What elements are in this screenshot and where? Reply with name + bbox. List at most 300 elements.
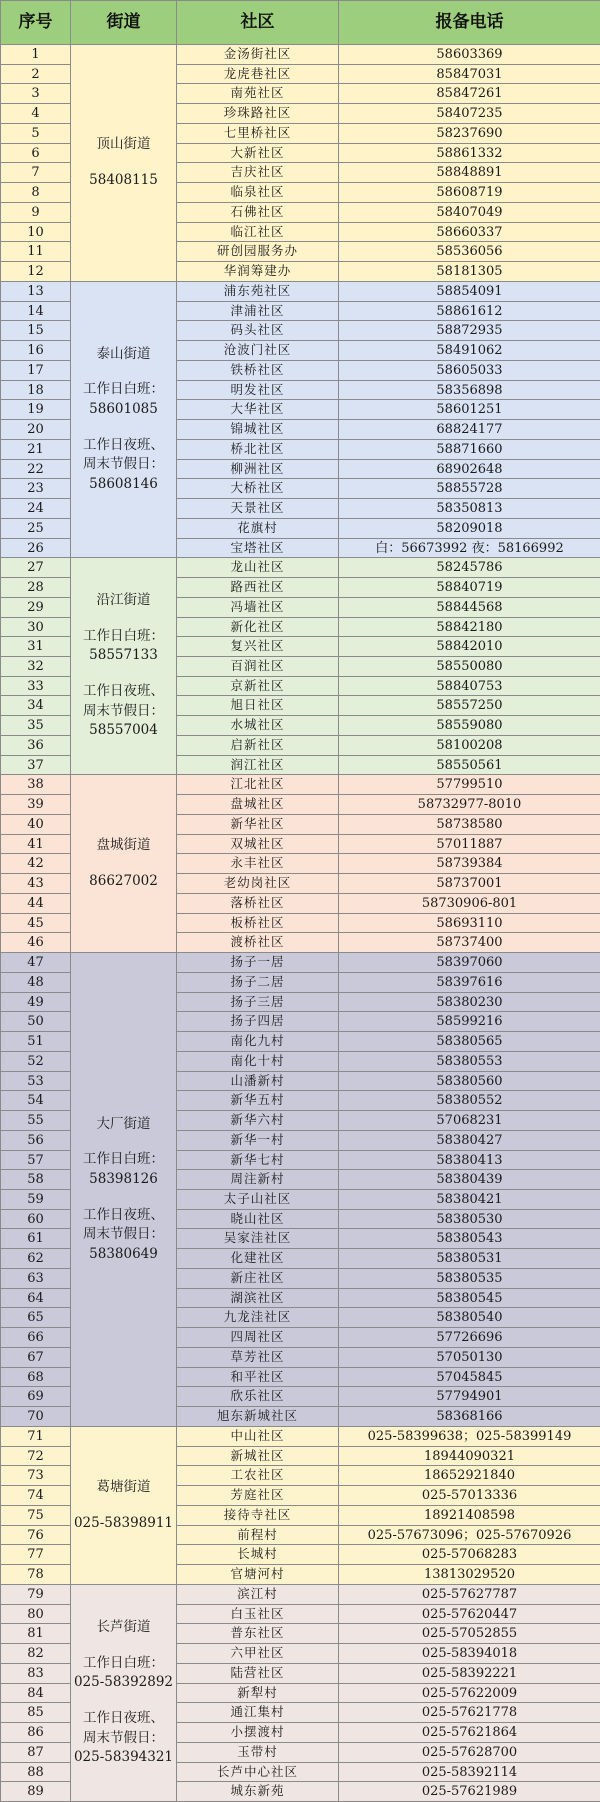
community-name: 新犁村: [176, 1683, 339, 1703]
phone-number: 58737400: [338, 932, 600, 953]
phone-number: 58550080: [338, 656, 600, 677]
row-index: 15: [0, 320, 71, 341]
phone-number: 58660337: [338, 222, 600, 242]
row-index: 57: [0, 1150, 71, 1170]
street-line: 工作日白班：: [83, 627, 164, 644]
row-index: 38: [0, 774, 71, 795]
row-index: 51: [0, 1031, 71, 1052]
row-index: 73: [0, 1465, 71, 1486]
phone-number: 58380552: [338, 1090, 600, 1111]
street-line: 工作日夜班、: [83, 1710, 164, 1726]
phone-number: 58350813: [338, 498, 600, 519]
street-line: 025-58394321: [73, 1749, 174, 1766]
phone-number: 58861612: [338, 301, 600, 321]
phone-number: 58209018: [338, 518, 600, 539]
phone-number: 58380565: [338, 1031, 600, 1052]
phone-number: 58730906-801: [338, 893, 600, 914]
phone-number: 58844568: [338, 597, 600, 618]
phone-number: 58380413: [338, 1150, 600, 1170]
community-name: 旭日社区: [176, 695, 339, 716]
community-name: 扬子三居: [176, 992, 339, 1012]
street-cell: [70, 774, 177, 953]
phone-number: 58380427: [338, 1130, 600, 1151]
community-name: 明发社区: [176, 380, 339, 400]
phone-number: 58855728: [338, 478, 600, 499]
street-line: 58380649: [89, 1245, 158, 1262]
street-cell: [70, 281, 177, 558]
row-index: 43: [0, 873, 71, 894]
row-index: 69: [0, 1386, 71, 1407]
row-index: 80: [0, 1604, 71, 1624]
community-name: 接待寺社区: [176, 1505, 339, 1526]
row-index: 50: [0, 1011, 71, 1032]
community-name: 冯墙社区: [176, 597, 339, 618]
street-line: 58601085: [89, 400, 158, 417]
phone-number: 85847031: [338, 64, 600, 84]
phone-number: 58380543: [338, 1228, 600, 1249]
phone-number: 58100208: [338, 735, 600, 756]
community-name: 启新社区: [176, 735, 339, 756]
phone-number: 白：56673992 夜：58166992: [338, 538, 600, 558]
row-index: 78: [0, 1564, 71, 1585]
row-index: 88: [0, 1762, 71, 1782]
row-index: 60: [0, 1209, 71, 1229]
row-index: 89: [0, 1781, 71, 1802]
row-index: 56: [0, 1130, 71, 1151]
phone-number: 58557250: [338, 695, 600, 716]
row-index: 25: [0, 518, 71, 539]
row-index: 12: [0, 261, 71, 282]
row-index: 85: [0, 1702, 71, 1723]
phone-number: 025-58392221: [338, 1663, 600, 1684]
row-index: 58: [0, 1169, 71, 1190]
street-cell: [70, 1426, 177, 1585]
phone-number: 57726696: [338, 1327, 600, 1348]
community-name: 新华一村: [176, 1130, 339, 1151]
phone-number: 58599216: [338, 1011, 600, 1032]
phone-number: 57011887: [338, 834, 600, 854]
phone-number: 58854091: [338, 281, 600, 302]
phone-number: 58848891: [338, 162, 600, 183]
community-name: 新华七村: [176, 1150, 339, 1170]
header-phone: 报备电话: [338, 0, 600, 45]
street-cell: [70, 557, 177, 775]
community-name: 研创园服务办: [176, 241, 339, 262]
row-index: 52: [0, 1051, 71, 1072]
community-name: 七里桥社区: [176, 123, 339, 144]
row-index: 26: [0, 538, 71, 558]
row-index: 23: [0, 478, 71, 499]
phone-number: 58237690: [338, 123, 600, 144]
phone-number: 58368166: [338, 1406, 600, 1427]
street-line: 工作日夜班、: [83, 683, 164, 699]
street-line: 沿江街道: [96, 592, 151, 609]
community-name: 前程村: [176, 1525, 339, 1545]
community-name: 扬子四居: [176, 1011, 339, 1032]
row-index: 7: [0, 162, 71, 183]
row-index: 64: [0, 1288, 71, 1308]
community-name: 桥北社区: [176, 439, 339, 460]
street-line: 顶山街道: [96, 136, 151, 153]
community-name: 旭东新城社区: [176, 1406, 339, 1427]
phone-number: 58380530: [338, 1209, 600, 1229]
phone-number: 58738580: [338, 814, 600, 835]
street-line: 工作日夜班、: [83, 1206, 164, 1223]
community-name: 大桥社区: [176, 478, 339, 499]
row-index: 16: [0, 340, 71, 361]
row-index: 70: [0, 1406, 71, 1427]
community-name: 白玉社区: [176, 1604, 339, 1624]
community-name: 新华六村: [176, 1110, 339, 1131]
community-name: 南化十村: [176, 1051, 339, 1072]
community-name: 大新社区: [176, 143, 339, 163]
phone-number: 025-57013336: [338, 1485, 600, 1506]
phone-number: 57794901: [338, 1386, 600, 1407]
phone-number: 025-57621864: [338, 1722, 600, 1743]
community-name: 临泉社区: [176, 182, 339, 203]
street-cell: [70, 952, 177, 1427]
row-index: 46: [0, 932, 71, 953]
phone-number: 025-57622009: [338, 1683, 600, 1703]
phone-number: 58737001: [338, 873, 600, 894]
street-line: 工作日白班：: [83, 1151, 164, 1168]
phone-number: 58605033: [338, 360, 600, 381]
street-line: 86627002: [89, 872, 158, 889]
community-name: 陆营社区: [176, 1663, 339, 1684]
row-index: 82: [0, 1643, 71, 1664]
row-index: 53: [0, 1071, 71, 1091]
community-name: 山潘新村: [176, 1071, 339, 1091]
street-line: 58608146: [89, 475, 158, 492]
street-line: 58398126: [89, 1170, 158, 1187]
row-index: 19: [0, 399, 71, 420]
phone-number: 58840719: [338, 577, 600, 598]
phone-number: 58380553: [338, 1051, 600, 1072]
row-index: 1: [0, 44, 71, 65]
row-index: 83: [0, 1663, 71, 1684]
community-name: 官塘河村: [176, 1564, 339, 1585]
phone-number: 58739384: [338, 853, 600, 874]
row-index: 42: [0, 853, 71, 874]
phone-number: 18921408598: [338, 1505, 600, 1526]
row-index: 77: [0, 1544, 71, 1565]
phone-number: 58601251: [338, 399, 600, 420]
row-index: 39: [0, 794, 71, 815]
phone-number: 58608719: [338, 182, 600, 203]
row-index: 30: [0, 617, 71, 637]
phone-number: 025-57052855: [338, 1623, 600, 1644]
community-name: 中山社区: [176, 1426, 339, 1447]
row-index: 14: [0, 301, 71, 321]
row-index: 44: [0, 893, 71, 914]
phone-number: 58356898: [338, 380, 600, 400]
community-name: 南化九村: [176, 1031, 339, 1052]
community-name: 花旗村: [176, 518, 339, 539]
row-index: 4: [0, 103, 71, 124]
phone-number: 025-57627787: [338, 1584, 600, 1605]
row-index: 35: [0, 715, 71, 736]
community-name: 新庄社区: [176, 1268, 339, 1289]
phone-number: 57045845: [338, 1367, 600, 1387]
street-line: 泰山街道: [96, 345, 151, 362]
row-index: 68: [0, 1367, 71, 1387]
row-index: 6: [0, 143, 71, 163]
phone-number: 58380540: [338, 1307, 600, 1328]
row-index: 66: [0, 1327, 71, 1348]
street-line: 周末节假日：: [83, 456, 164, 473]
community-name: 新城社区: [176, 1446, 339, 1466]
phone-number: 58181305: [338, 261, 600, 282]
street-cell: [70, 44, 177, 282]
row-index: 36: [0, 735, 71, 756]
row-index: 81: [0, 1623, 71, 1644]
row-index: 55: [0, 1110, 71, 1131]
community-name: 百润社区: [176, 656, 339, 677]
street-line: 工作日白班：: [83, 381, 164, 398]
phone-number: 58732977-8010: [338, 794, 600, 815]
phone-number: 025-57620447: [338, 1604, 600, 1624]
community-name: 龙虎巷社区: [176, 64, 339, 84]
community-name: 城东新苑: [176, 1781, 339, 1802]
row-index: 67: [0, 1347, 71, 1368]
community-name: 吉庆社区: [176, 162, 339, 183]
community-name: 龙山社区: [176, 557, 339, 578]
community-name: 长芦中心社区: [176, 1762, 339, 1782]
community-name: 临江社区: [176, 222, 339, 242]
community-name: 小摆渡村: [176, 1722, 339, 1743]
phone-number: 58397616: [338, 972, 600, 993]
street-line: 58557004: [89, 722, 158, 739]
row-index: 11: [0, 241, 71, 262]
community-name: 芳庭社区: [176, 1485, 339, 1506]
community-name: 宝塔社区: [176, 538, 339, 558]
community-name: 欣乐社区: [176, 1386, 339, 1407]
street-line: 025-58392892: [73, 1674, 174, 1691]
community-name: 江北社区: [176, 774, 339, 795]
row-index: 3: [0, 83, 71, 104]
community-name: 浦东苑社区: [176, 281, 339, 302]
phone-number: 58559080: [338, 715, 600, 736]
row-index: 59: [0, 1189, 71, 1210]
community-name: 湖滨社区: [176, 1288, 339, 1308]
row-index: 34: [0, 695, 71, 716]
row-index: 9: [0, 202, 71, 223]
community-name: 双城社区: [176, 834, 339, 854]
community-name: 通江集村: [176, 1702, 339, 1723]
community-name: 普东社区: [176, 1623, 339, 1644]
row-index: 17: [0, 360, 71, 381]
phone-number: 025-57621989: [338, 1781, 600, 1802]
row-index: 2: [0, 64, 71, 84]
phone-number: 025-58399638；025-58399149: [338, 1426, 600, 1447]
street-line: 周末节假日：: [83, 1226, 164, 1243]
phone-number: 58840753: [338, 676, 600, 696]
community-name: 铁桥社区: [176, 360, 339, 381]
row-index: 61: [0, 1228, 71, 1249]
row-index: 37: [0, 755, 71, 775]
community-name: 京新社区: [176, 676, 339, 696]
community-name: 新华社区: [176, 814, 339, 835]
community-name: 润江社区: [176, 755, 339, 775]
community-name: 水城社区: [176, 715, 339, 736]
phone-number: 58380230: [338, 992, 600, 1012]
row-index: 41: [0, 834, 71, 854]
street-line: 58557133: [89, 647, 158, 664]
phone-number: 58536056: [338, 241, 600, 262]
header-street: 街道: [70, 0, 177, 45]
street-line: 周末节假日：: [83, 702, 164, 719]
phone-number: 58245786: [338, 557, 600, 578]
row-index: 13: [0, 281, 71, 302]
community-name: 路西社区: [176, 577, 339, 598]
phone-number: 025-58394018: [338, 1643, 600, 1664]
community-name: 六甲社区: [176, 1643, 339, 1664]
phone-number: 58871660: [338, 439, 600, 460]
community-name: 玉带村: [176, 1742, 339, 1763]
phone-number: 68824177: [338, 419, 600, 440]
row-index: 54: [0, 1090, 71, 1111]
community-name: 渡桥社区: [176, 932, 339, 953]
community-name: 华润筹建办: [176, 261, 339, 282]
community-name: 周注新村: [176, 1169, 339, 1190]
phone-number: 58407235: [338, 103, 600, 124]
community-name: 长城村: [176, 1544, 339, 1565]
row-index: 47: [0, 952, 71, 973]
street-line: 025-58398911: [73, 1514, 174, 1531]
phone-number: 58397060: [338, 952, 600, 973]
phone-number: 58380531: [338, 1248, 600, 1269]
street-line: 盘城街道: [96, 836, 151, 853]
row-index: 71: [0, 1426, 71, 1447]
street-cell: [70, 1584, 177, 1802]
phone-number: 58603369: [338, 44, 600, 65]
phone-number: 58693110: [338, 913, 600, 933]
phone-number: 18652921840: [338, 1465, 600, 1486]
community-name: 盘城社区: [176, 794, 339, 815]
row-index: 20: [0, 419, 71, 440]
community-name: 四周社区: [176, 1327, 339, 1348]
phone-number: 18944090321: [338, 1446, 600, 1466]
row-index: 10: [0, 222, 71, 242]
row-index: 27: [0, 557, 71, 578]
row-index: 65: [0, 1307, 71, 1328]
row-index: 48: [0, 972, 71, 993]
phone-number: 025-58392114: [338, 1762, 600, 1782]
phone-number: 68902648: [338, 459, 600, 479]
community-name: 金汤街社区: [176, 44, 339, 65]
phone-number: 58407049: [338, 202, 600, 223]
street-line: 葛塘街道: [96, 1478, 151, 1495]
row-index: 74: [0, 1485, 71, 1506]
row-index: 84: [0, 1683, 71, 1703]
street-line: 长芦街道: [96, 1619, 151, 1636]
community-name: 草芳社区: [176, 1347, 339, 1368]
header-index: 序号: [0, 0, 71, 45]
row-index: 76: [0, 1525, 71, 1545]
street-line: 58408115: [89, 172, 158, 188]
community-name: 滨江村: [176, 1584, 339, 1605]
community-name: 扬子一居: [176, 952, 339, 973]
row-index: 72: [0, 1446, 71, 1466]
community-name: 新华五村: [176, 1090, 339, 1111]
row-index: 87: [0, 1742, 71, 1763]
community-name: 吴家洼社区: [176, 1228, 339, 1249]
street-line: 周末节假日：: [83, 1729, 164, 1746]
phone-number: 58861332: [338, 143, 600, 163]
phone-number: 58380439: [338, 1169, 600, 1190]
row-index: 49: [0, 992, 71, 1012]
phone-number: 025-57068283: [338, 1544, 600, 1565]
community-name: 石佛社区: [176, 202, 339, 223]
phone-number: 58842010: [338, 636, 600, 657]
row-index: 33: [0, 676, 71, 696]
phone-number: 025-57628700: [338, 1742, 600, 1763]
row-index: 63: [0, 1268, 71, 1289]
phone-number: 57068231: [338, 1110, 600, 1131]
phone-number: 58842180: [338, 617, 600, 637]
row-index: 21: [0, 439, 71, 460]
community-name: 大华社区: [176, 399, 339, 420]
community-name: 沧波门社区: [176, 340, 339, 361]
row-index: 5: [0, 123, 71, 144]
row-index: 75: [0, 1505, 71, 1526]
row-index: 18: [0, 380, 71, 400]
community-name: 天景社区: [176, 498, 339, 519]
community-name: 晓山社区: [176, 1209, 339, 1229]
community-name: 锦城社区: [176, 419, 339, 440]
row-index: 31: [0, 636, 71, 657]
community-name: 板桥社区: [176, 913, 339, 933]
community-name: 落桥社区: [176, 893, 339, 914]
community-name: 津浦社区: [176, 301, 339, 321]
phone-number: 13813029520: [338, 1564, 600, 1585]
phone-number: 58380560: [338, 1071, 600, 1091]
phone-number: 58380545: [338, 1288, 600, 1308]
community-name: 太子山社区: [176, 1189, 339, 1210]
row-index: 40: [0, 814, 71, 835]
phone-number: 85847261: [338, 83, 600, 104]
community-name: 码头社区: [176, 320, 339, 341]
community-name: 柳洲社区: [176, 459, 339, 479]
phone-number: 58380421: [338, 1189, 600, 1210]
community-name: 新化社区: [176, 617, 339, 637]
phone-number: 57050130: [338, 1347, 600, 1368]
row-index: 28: [0, 577, 71, 598]
phone-number: 58380535: [338, 1268, 600, 1289]
community-name: 扬子二居: [176, 972, 339, 993]
community-name: 南苑社区: [176, 83, 339, 104]
phone-number: 58491062: [338, 340, 600, 361]
phone-number: 57799510: [338, 774, 600, 795]
street-line: 工作日夜班、: [83, 436, 164, 453]
community-name: 老幼岗社区: [176, 873, 339, 894]
phone-number: 58872935: [338, 320, 600, 341]
phone-number: 58550561: [338, 755, 600, 775]
community-name: 九龙洼社区: [176, 1307, 339, 1328]
row-index: 32: [0, 656, 71, 677]
row-index: 79: [0, 1584, 71, 1605]
row-index: 86: [0, 1722, 71, 1743]
row-index: 62: [0, 1248, 71, 1269]
community-name: 珍珠路社区: [176, 103, 339, 124]
phone-number: 025-57673096；025-57670926: [338, 1525, 600, 1545]
phone-number: 025-57621778: [338, 1702, 600, 1723]
row-index: 45: [0, 913, 71, 933]
community-name: 工农社区: [176, 1465, 339, 1486]
row-index: 24: [0, 498, 71, 519]
header-community: 社区: [176, 0, 339, 45]
street-line: 工作日白班：: [83, 1654, 164, 1671]
